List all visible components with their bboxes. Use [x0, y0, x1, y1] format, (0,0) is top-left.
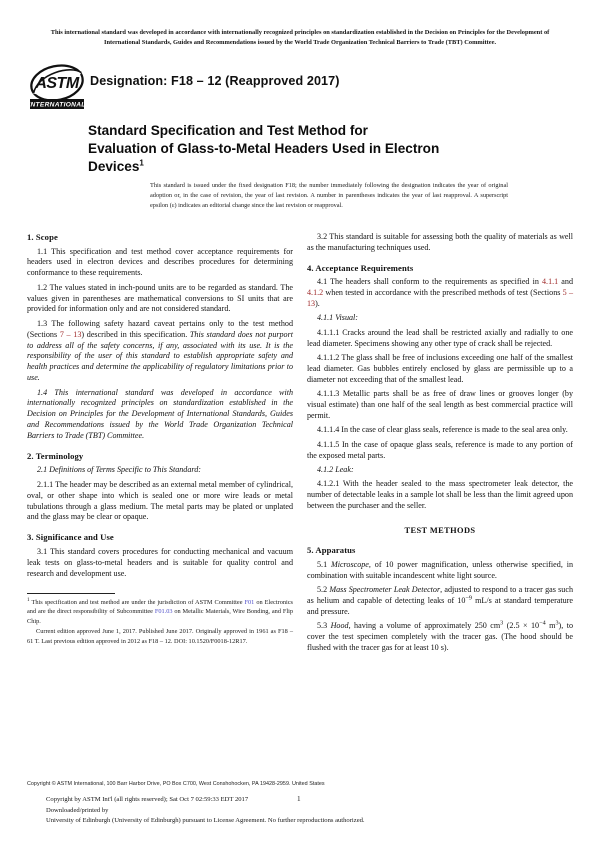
license-line-1: Copyright by ASTM Int'l (all rights reserved); Sat Oct 7 02:59:33 EDT 2017 [46, 796, 249, 803]
left-column [27, 232, 293, 646]
paragraph-3-2: 3.2 This standard is suitable for assessing both the quality of materials as well as the manufacturing techniques used. [307, 232, 573, 252]
issue-note: This standard is issued under the fixed designation F18; the number immediately following the designation indicates the year of original adoption or, in the case of revision, the year of last revision. A number in parentheses indicates the year of last reapproval. A superscript epsilon (ε) indicates an editorial change since the last revision or reapproval. [150, 182, 508, 210]
wto-banner: This international standard was developed in accordance with internationally recognized principles on standardization established in the Decision on Principles for the Development of International Standards, Guides and Recommendations issued by the World Trade Organization Technical Barriers to Trade (TBT) Committee. [50, 29, 550, 46]
centered-heading-test-methods: TEST METHODS [404, 525, 476, 535]
cross-ref-4-1-2[interactable]: 4.1.2 [307, 288, 324, 298]
footnote-block [27, 598, 293, 647]
designation-label: Designation: F18 – 12 (Reapproved 2017) [90, 74, 340, 88]
committee-link-f01[interactable]: F01 [244, 598, 255, 606]
footnote-divider [27, 593, 115, 594]
paragraph-1-4: 1.4 This international standard was developed in accordance with internationally recognized principles on standardization established in the Decision on Principles for the Development of International Standards, Guides and Recommendations issued by the World Trade Organization Technical Barriers to Trade (TBT) Committee. [27, 387, 293, 441]
section-heading-terminology: 2. Terminology [27, 450, 84, 461]
paragraph-4-1-1-3: 4.1.1.3 Metallic parts shall be as free of draw lines or grooves longer (by visual estimate) than one half of the seal length as best commercial practice will permit. [307, 389, 573, 420]
subcommittee-link-f0103[interactable]: F01.03 [154, 608, 173, 616]
paragraph-4-1-1: 4.1.1 Visual: [317, 313, 358, 323]
paragraph-4-1-2-1: 4.1.2.1 With the header sealed to the mass spectrometer leak detector, the number of detectable leaks in a sample lot shall be less than the limit agreed upon between the purchaser and the seller. [307, 479, 573, 511]
footnote-jurisdiction [27, 598, 293, 627]
paragraph-5-2: 5.2 Mass Spectrometer Leak Detector, adjusted to respond to a tracer gas such as helium and capable of detecting leaks of $10^{-9}$ mL/s at standard temperature and pressure. [307, 585, 573, 616]
section-heading-acceptance-requirements: 4. Acceptance Requirements [307, 262, 414, 273]
license-block [46, 795, 365, 827]
right-column [307, 232, 573, 654]
page-number: 1 [297, 795, 301, 803]
title-line-3: Devices [88, 159, 140, 175]
svg-text:INTERNATIONAL: INTERNATIONAL [28, 101, 86, 109]
section-heading-scope: 1. Scope [27, 232, 58, 242]
paragraph-4-1-1-1: 4.1.1.1 Cracks around the lead shall be restricted axially and radially to one lead diameter. Specimens showing any other type of crack shall be rejected. [307, 327, 573, 348]
page-title [88, 122, 508, 177]
paragraph-2-1-1: 2.1.1 The header may be described as an external metal member of cylindrical, oval, or other shape into which is sealed one or more wire leads or metal tubulations through a glass medium. The metal parts may be plated or unplated and the glass may be clear or opaque. [27, 479, 293, 522]
paragraph-1-2: 1.2 The values stated in inch-pound units are to be regarded as standard. The values given in parentheses are mathematical conversions to SI units that are provided for information only and are not considered standard. [27, 282, 293, 314]
paragraph-4-1-1-2: 4.1.1.2 The glass shall be free of inclusions exceeding one half of the smallest lead diameter. Gas bubbles entirely enclosed by glass are permissible up to a diameter not exceeding that of the smallest lead. [307, 353, 573, 384]
paragraph-4-1-1-4: 4.1.1.4 In the case of clear glass seals, reference is made to the seal area only. [317, 425, 568, 435]
title-footnote-marker: 1 [139, 158, 144, 168]
astm-logo-icon [27, 61, 87, 113]
paragraph-1-1: 1.1 This specification and test method cover acceptance requirements for headers used in electron devices and describes procedures for determining conformance to these requirements. [27, 246, 293, 278]
footnote-marker: 1 [27, 596, 30, 603]
cross-ref-sections-5-13[interactable]: 5 – 13 [307, 288, 573, 309]
paragraph-4-1: 4.1 The headers shall conform to the requirements as specified in 4.1.1 and 4.1.2 when tested in accordance with the prescribed methods of test (Sections 5 – 13). [307, 277, 573, 309]
license-line-2: Downloaded/printed by [46, 806, 109, 814]
section-heading-apparatus: 5. Apparatus [307, 545, 356, 556]
paragraph-5-1: 5.1 Microscope, of 10 power magnification, unless otherwise specified, in combination with suitable incandescent white light source. [307, 559, 573, 580]
cross-ref-sections-7-13[interactable]: 7 – 13 [59, 329, 82, 339]
license-line-3: University of Edinburgh (University of Edinburgh) pursuant to License Agreement. No further reproductions authorized. [46, 817, 365, 825]
title-line-2: Evaluation of Glass-to-Metal Headers Used in Electron [88, 141, 440, 157]
copyright-notice: Copyright © ASTM International, 100 Barr Harbor Drive, PO Box C700, West Conshohocken, PA 19428-2959. United States [27, 781, 325, 787]
title-line-1: Standard Specification and Test Method for [88, 123, 368, 138]
section-heading-significance-and-use: 3. Significance and Use [27, 532, 114, 543]
svg-text:ASTM: ASTM [35, 75, 79, 92]
paragraph-3-1: 3.1 This standard covers procedures for conducting mechanical and vacuum leak tests on glass-to-metal headers and is suitable for quality control and research and development use. [27, 546, 293, 578]
paragraph-4-1-1-5: 4.1.1.5 In the case of opaque glass seals, reference is made to any portion of the exposed metal parts. [307, 439, 573, 460]
paragraph-1-3: 1.3 The following safety hazard caveat pertains only to the test method (Sections 7 – 13) described in this specification. This standard does not purport to address all of the safety concerns, if any, associated with its use. It is the responsibility of the user of this standard to establish appropriate safety and health practices and determine the applicability of regulatory limitations prior to use. [27, 318, 294, 383]
paragraph-2-1: 2.1 Definitions of Terms Specific to This Standard: [37, 465, 201, 475]
designation-row [27, 61, 567, 115]
footnote-text-mid: on Electronics and are the direct responsibility of Subcommittee [27, 598, 293, 616]
footnote-text-pre: This specification and test method are under the jurisdiction of ASTM Committee [29, 598, 245, 606]
cross-ref-4-1-1[interactable]: 4.1.1 [542, 277, 559, 287]
paragraph-4-1-2: 4.1.2 Leak: [317, 464, 354, 474]
paragraph-5-3: 5.3 Hood, having a volume of approximately 250 $cm^3$ ($2.5 \times 10^{-4}$ $m^3$), to cover the test specimen completely with the tracer gas. (The hood should be flushed with the tracer gas for at least 10 s). [307, 619, 573, 652]
footnote-text-post: on Metallic Materials, Wire Bonding, and Flip Chip. [27, 608, 293, 625]
footnote-edition-history: Current edition approved June 1, 2017. Published June 2017. Originally approved in 1961 as F18 – 61 T. Last previous edition approved in 2012 as F18 – 12. DOI: 10.1520/F0018-12R17. [27, 628, 293, 645]
